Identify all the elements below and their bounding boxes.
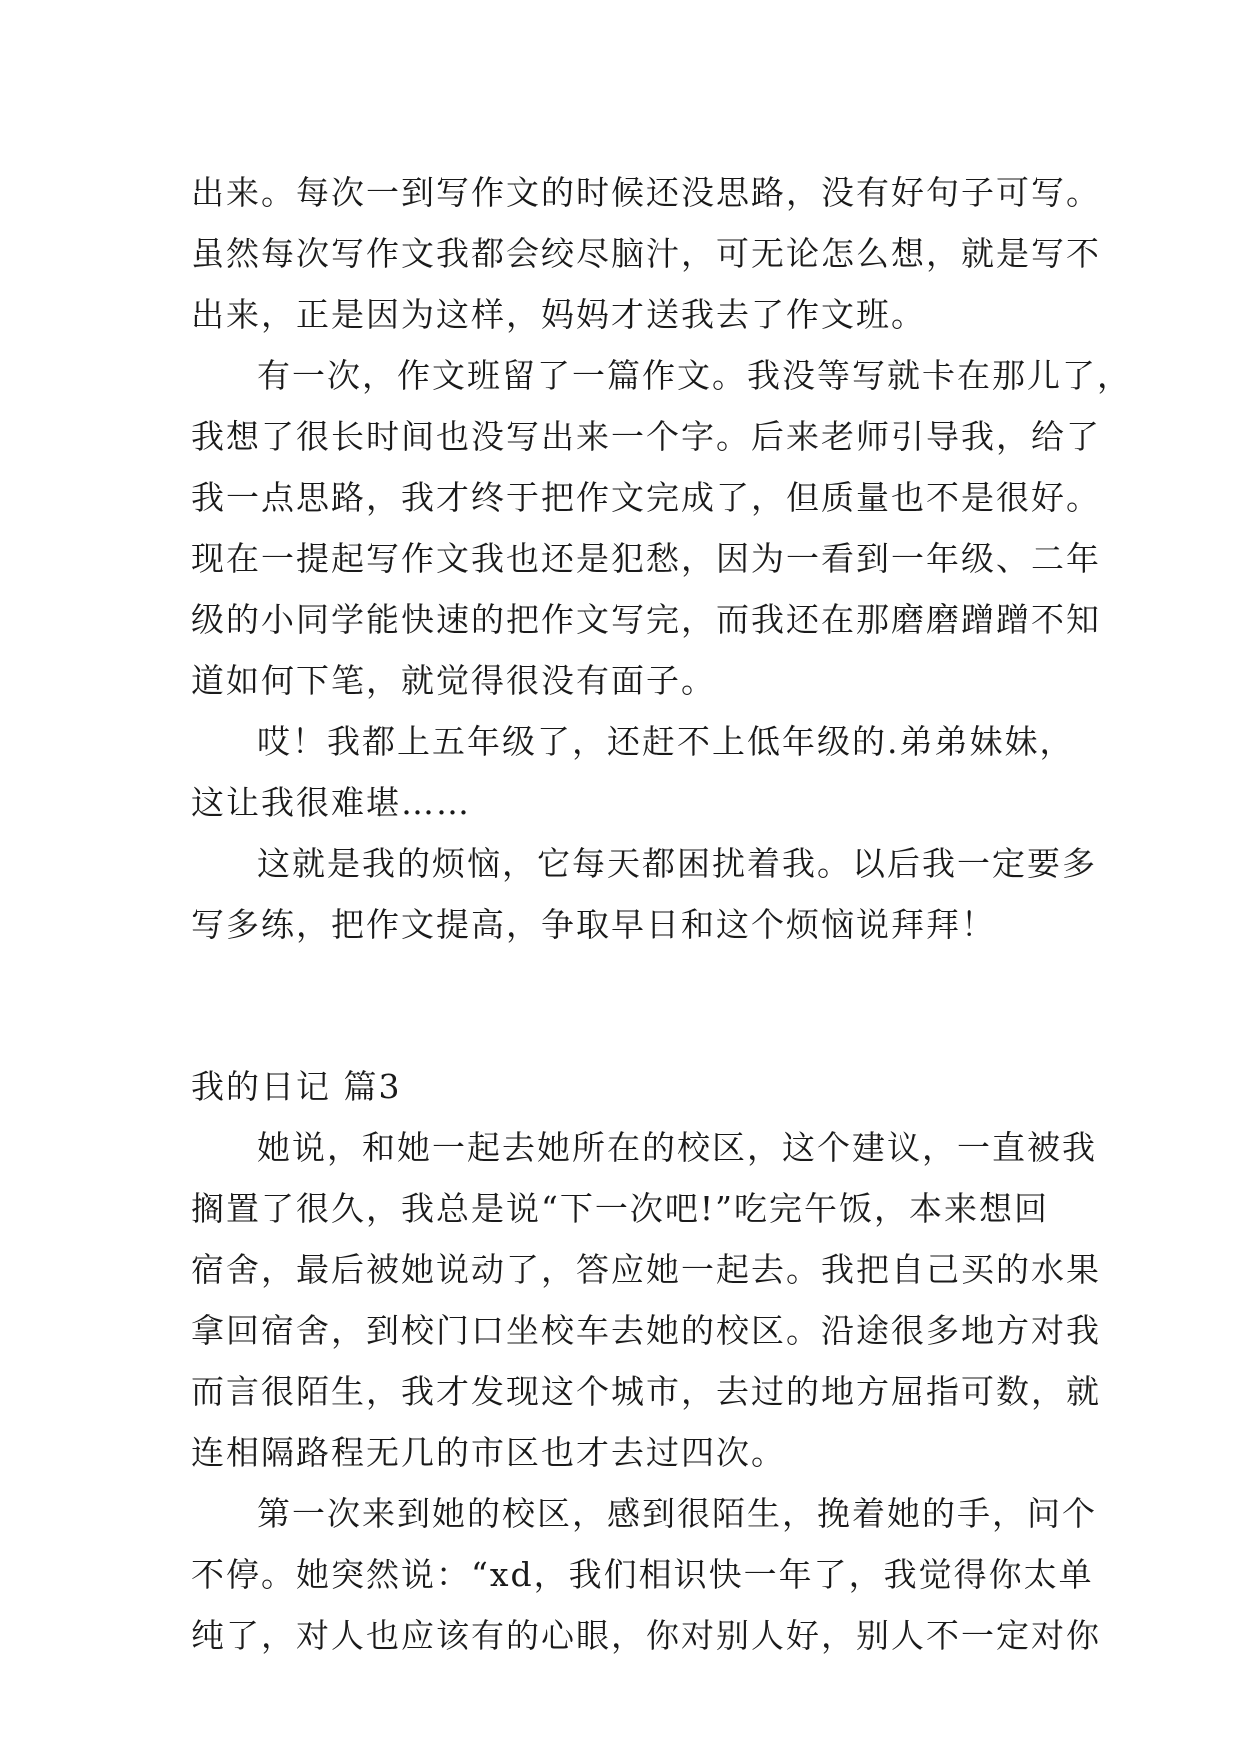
text-line: 道如何下笔，就觉得很没有面子。 xyxy=(191,661,716,700)
section-heading: 我的日记 篇3 xyxy=(191,1067,402,1106)
text-line: 拿回宿舍，到校门口坐校车去她的校区。沿途很多地方对我 xyxy=(191,1311,1101,1350)
section-spacer xyxy=(191,955,1061,1056)
text-line: 不停。她突然说：“xd，我们相识快一年了，我觉得你太单 xyxy=(191,1555,1094,1594)
text-line: 连相隔路程无几的市区也才去过四次。 xyxy=(191,1433,786,1472)
text-line: 我一点思路，我才终于把作文完成了，但质量也不是很好。 xyxy=(191,478,1101,517)
text-line: 级的小同学能快速的把作文写完，而我还在那磨磨蹭蹭不知 xyxy=(191,600,1101,639)
text-line: 而言很陌生，我才发现这个城市，去过的地方屈指可数，就 xyxy=(191,1372,1101,1411)
text-line: 宿舍，最后被她说动了，答应她一起去。我把自己买的水果 xyxy=(191,1250,1101,1289)
text-line: 出来，正是因为这样，妈妈才送我去了作文班。 xyxy=(191,295,926,334)
text-line: 搁置了很久，我总是说“下一次吧!”吃完午饭，本来想回 xyxy=(191,1189,1050,1228)
text-line: 纯了，对人也应该有的心眼，你对别人好，别人不一定对你 xyxy=(191,1616,1101,1655)
text-line: 出来。每次一到写作文的时候还没思路，没有好句子可写。 xyxy=(191,173,1101,212)
paragraph-start-line: 第一次来到她的校区，感到很陌生，挽着她的手，问个 xyxy=(257,1494,1097,1533)
text-line: 我想了很长时间也没写出来一个字。后来老师引导我，给了 xyxy=(191,417,1101,456)
text-line: 写多练，把作文提高，争取早日和这个烦恼说拜拜！ xyxy=(191,905,996,944)
paragraph-start-line: 有一次，作文班留了一篇作文。我没等写就卡在那儿了， xyxy=(257,356,1132,395)
text-line: 虽然每次写作文我都会绞尽脑汁，可无论怎么想，就是写不 xyxy=(191,234,1101,273)
paragraph-start-line: 哎！我都上五年级了，还赶不上低年级的.弟弟妹妹， xyxy=(257,722,1075,761)
text-line: 现在一提起写作文我也还是犯愁，因为一看到一年级、二年 xyxy=(191,539,1101,578)
paragraph-start-line: 她说，和她一起去她所在的校区，这个建议，一直被我 xyxy=(257,1128,1097,1167)
document-body xyxy=(191,162,1132,1666)
paragraph-start-line: 这就是我的烦恼，它每天都困扰着我。以后我一定要多 xyxy=(257,844,1097,883)
text-line: 这让我很难堪…… xyxy=(191,783,471,822)
